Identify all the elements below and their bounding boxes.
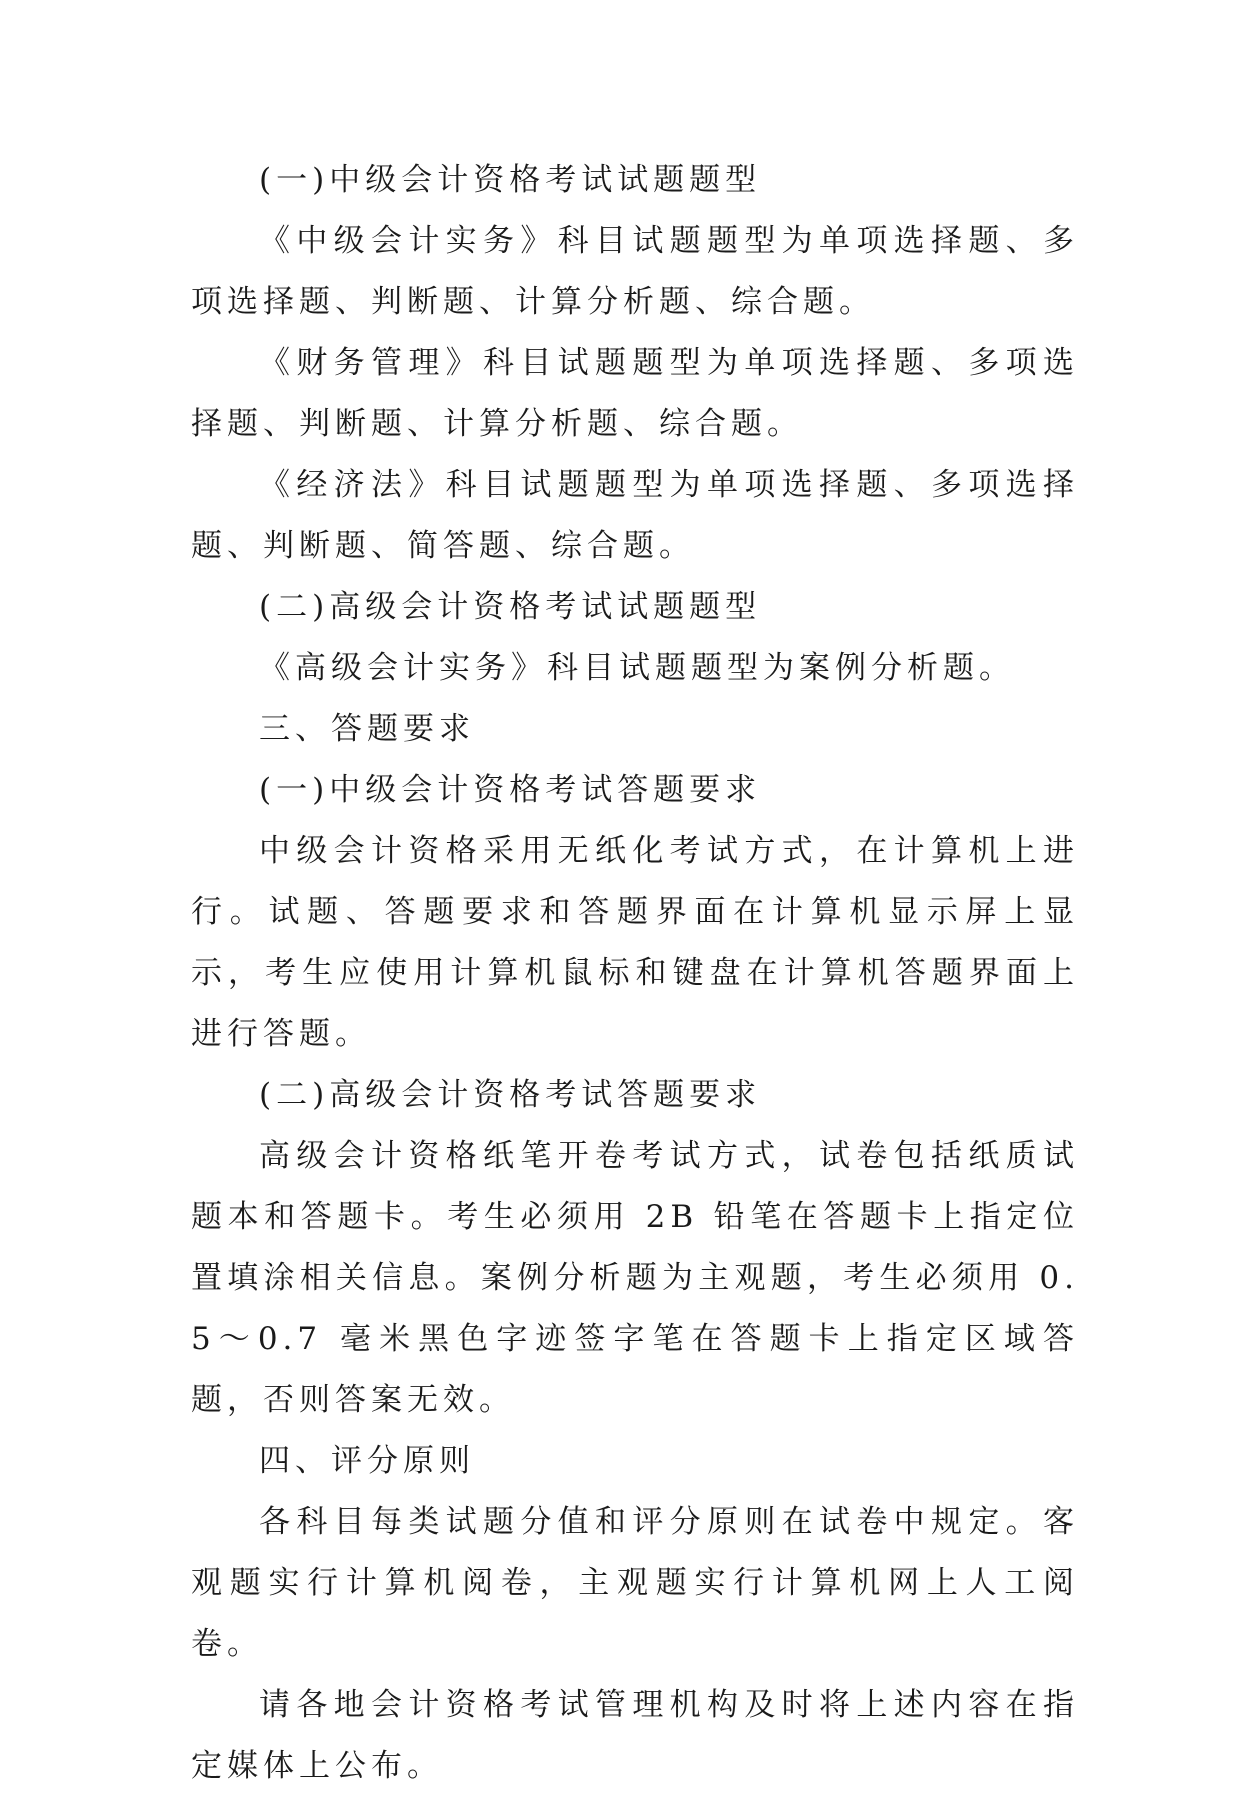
- subheading-senior-answer-requirements: (二)高级会计资格考试答题要求: [259, 1077, 762, 1113]
- subheading-senior-question-types: (二)高级会计资格考试试题题型: [259, 589, 762, 625]
- paragraph-publication-notice: 请各地会计资格考试管理机构及时将上述内容在指定媒体上公布。: [191, 1687, 1079, 1784]
- paragraph-intermediate-paperless-exam: 中级会计资格采用无纸化考试方式，在计算机上进行。试题、答题要求和答题界面在计算机显示屏上显示，考生应使用计算机鼠标和键盘在计算机答题界面上进行答题。: [191, 833, 1079, 1052]
- paragraph-financial-management: 《财务管理》科目试题题型为单项选择题、多项选择题、判断题、计算分析题、综合题。: [191, 345, 1079, 442]
- subheading-intermediate-answer-requirements: (一)中级会计资格考试答题要求: [259, 772, 762, 808]
- heading-answer-requirements: 三、答题要求: [259, 711, 475, 747]
- paragraph-economic-law: 《经济法》科目试题题型为单项选择题、多项选择题、判断题、简答题、综合题。: [191, 467, 1079, 564]
- paragraph-senior-paper-exam: 高级会计资格纸笔开卷考试方式，试卷包括纸质试题本和答题卡。考生必须用 2B 铅笔在答题卡上指定位置填涂相关信息。案例分析题为主观题，考生必须用 0.5～0.7 毫米黑色字迹签字笔在答题卡上指定区域答题，否则答案无效。: [191, 1138, 1079, 1418]
- document-body: [191, 150, 1079, 1797]
- heading-scoring-principles: 四、评分原则: [259, 1443, 475, 1479]
- subheading-intermediate-question-types: (一)中级会计资格考试试题题型: [259, 162, 762, 198]
- paragraph-senior-accounting-practice: 《高级会计实务》科目试题题型为案例分析题。: [259, 650, 1015, 686]
- paragraph-scoring-details: 各科目每类试题分值和评分原则在试卷中规定。客观题实行计算机阅卷，主观题实行计算机网上人工阅卷。: [191, 1504, 1079, 1662]
- paragraph-intermediate-accounting-practice: 《中级会计实务》科目试题题型为单项选择题、多项选择题、判断题、计算分析题、综合题。: [191, 223, 1079, 320]
